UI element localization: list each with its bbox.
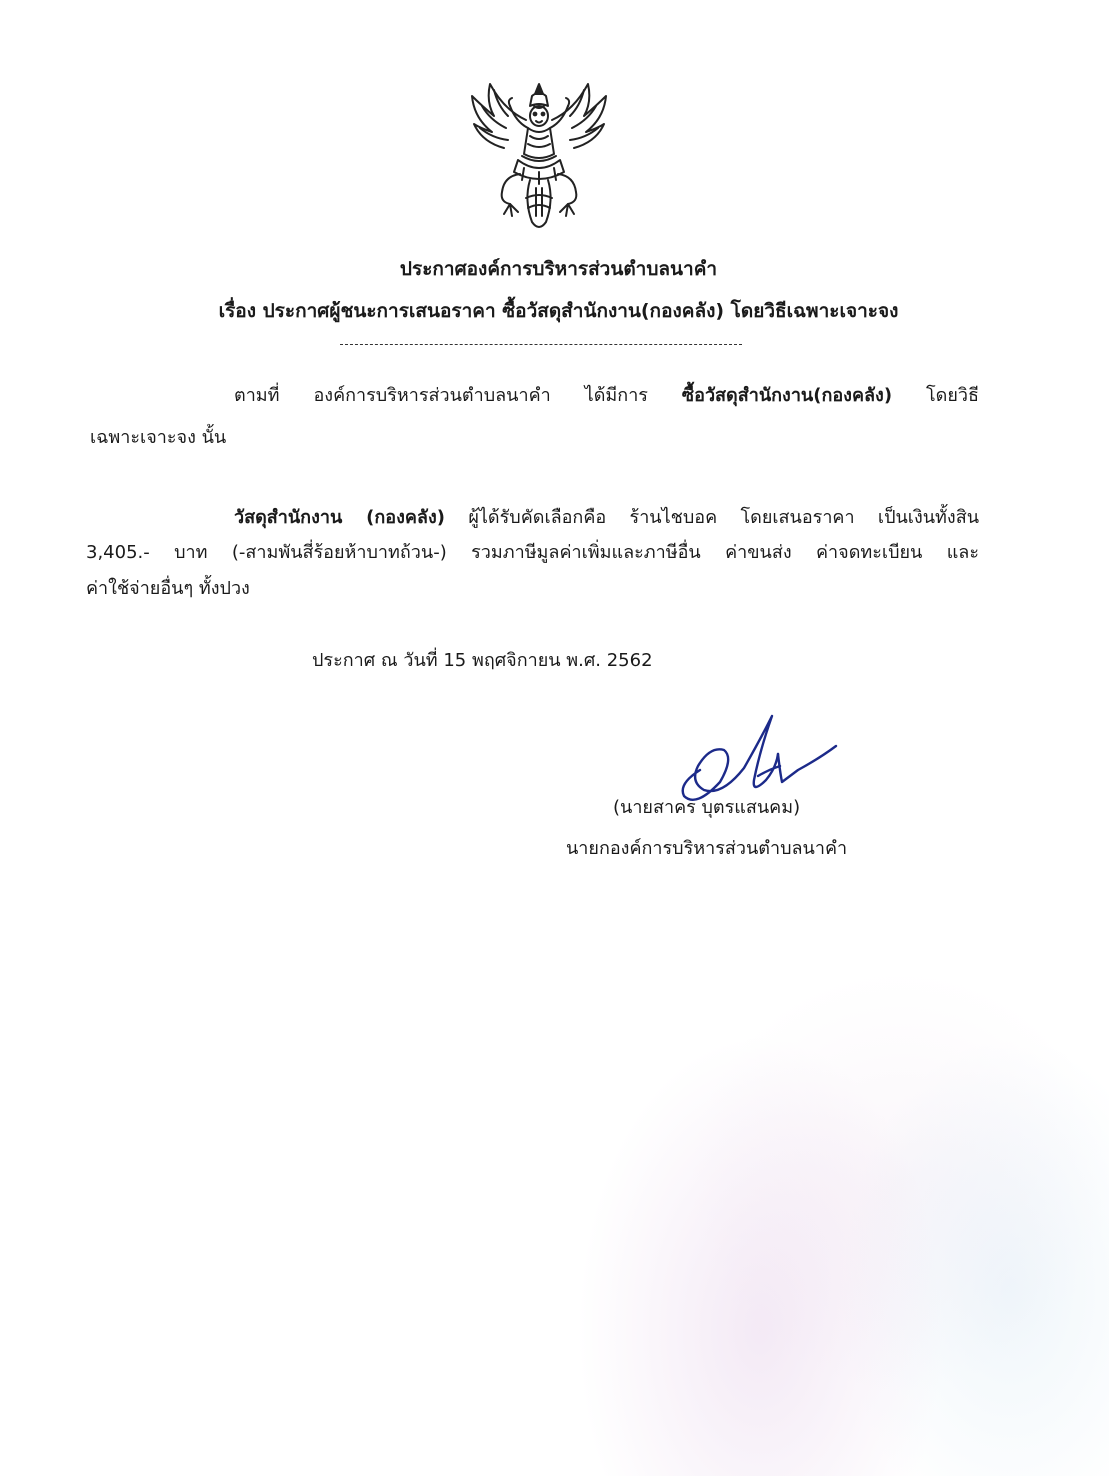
paragraph-2-text-post: ผู้ได้รับคัดเลือกคือ ร้านไชบอค โดยเสนอราคา เป็นเงินทั้งสิน <box>444 507 979 528</box>
announcement-date: ประกาศ ณ วันที่ 15 พฤศจิกายน พ.ศ. 2562 <box>312 650 653 671</box>
paragraph-2-line-2: 3,405.- บาท (-สามพันสี่ร้อยห้าบาทถ้วน-) รวมภาษีมูลค่าเพิ่มและภาษีอื่น ค่าขนส่ง ค่าจดทะเบียน และ <box>86 542 979 563</box>
paragraph-1-text-post: โดยวิธี <box>892 385 979 406</box>
announcement-title: ประกาศองค์การบริหารส่วนตำบลนาคำ <box>399 258 718 280</box>
paragraph-1-line-2: เฉพาะเจาะจง นั้น <box>90 427 227 448</box>
paragraph-1-text-bold: ซื้อวัสดุสำนักงาน(กองคลัง) <box>681 385 893 406</box>
paragraph-1-line-1 <box>234 383 979 409</box>
garuda-emblem-icon <box>464 76 614 234</box>
signatory-name: (นายสาคร บุตรแสนคม) <box>613 797 801 818</box>
paragraph-2-text-bold: วัสดุสำนักงาน (กองคลัง) <box>234 507 445 528</box>
signatory-position: นายกองค์การบริหารส่วนตำบลนาคำ <box>566 838 848 859</box>
paragraph-2-line-1 <box>234 505 979 531</box>
paragraph-2-line-3: ค่าใช้จ่ายอื่นๆ ทั้งปวง <box>86 578 250 599</box>
dashed-divider <box>340 344 742 345</box>
announcement-subject: เรื่อง ประกาศผู้ชนะการเสนอราคา ซื้อวัสดุสำนักงาน(กองคลัง) โดยวิธีเฉพาะเจาะจง <box>218 300 899 322</box>
paragraph-1-text-pre: ตามที่ องค์การบริหารส่วนตำบลนาคำ ได้มีการ <box>234 385 682 406</box>
